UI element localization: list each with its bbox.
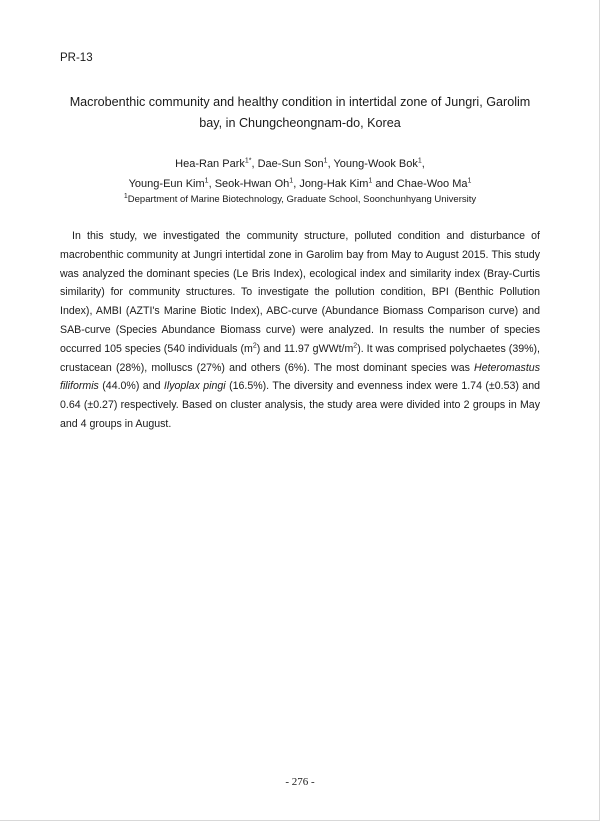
title-line-2: bay, in Chungcheongnam-do, Korea bbox=[199, 116, 401, 130]
abstract-text: ) and 11.97 gWWt/m bbox=[256, 342, 354, 355]
species-name: Ilyoplax pingi bbox=[163, 380, 226, 393]
author-mark: 1 bbox=[323, 157, 328, 165]
author-name: Seok-Hwan Oh bbox=[214, 178, 290, 190]
author-mark: 1 bbox=[289, 177, 294, 185]
author-name: Dae-Sun Son bbox=[257, 158, 324, 170]
page-number: - 276 - bbox=[285, 776, 315, 788]
author-separator: , bbox=[251, 158, 258, 170]
author-name: Young-Eun Kim bbox=[128, 178, 205, 190]
author-separator: , bbox=[208, 178, 215, 190]
author-separator: , bbox=[293, 178, 300, 190]
abstract-text: In this study, we investigated the community structure, polluted condition and disturbance of macrobenthic community at Jungri intertidal zone in Garolim bay from May to August 2015. This study was analyzed the dominant species (Le Bris Index), ecological index and similarity index (Bray-Curtis similarity) for community structures. To investigate the pollution condition, BPI (Benthic Pollution Index), AMBI (AZTI's Marine Biotic Index), ABC-curve (Abundance Biomass Comparison curve) and SAB-curve (Species Abundance Biomass curve) were analyzed. In results the number of species occurred 105 species (540 individuals (m bbox=[60, 230, 540, 355]
abstract-text: (44.0%) and bbox=[98, 380, 164, 393]
author-separator: , bbox=[421, 158, 425, 170]
author-separator: and bbox=[372, 178, 397, 190]
affiliation-mark: 1 bbox=[123, 192, 128, 200]
unit-exponent: 2 bbox=[252, 342, 257, 350]
paper-title bbox=[60, 92, 540, 134]
author-name: Chae-Woo Ma bbox=[396, 178, 468, 190]
author-name: Jong-Hak Kim bbox=[299, 178, 369, 190]
species-name: Heteromastus filiformis bbox=[60, 361, 540, 393]
author-mark: 1 bbox=[368, 177, 373, 185]
affiliation bbox=[60, 194, 540, 206]
title-line-1: Macrobenthic community and healthy condition in intertidal zone of Jungri, Garolim bbox=[69, 95, 531, 109]
author-mark: 1 bbox=[467, 177, 472, 185]
affiliation-text: Department of Marine Biotechnology, Graduate School, Soonchunhyang University bbox=[127, 194, 477, 205]
author-name: Hea-Ran Park bbox=[175, 158, 245, 170]
abstract-text: (16.5%). The diversity and evenness index were 1.74 (±0.53) and 0.64 (±0.27) respectively. Based on cluster analysis, the study area were divided into 2 groups in May and 4 groups in August. bbox=[60, 380, 540, 430]
author-mark: 1 bbox=[204, 177, 209, 185]
author-list bbox=[60, 154, 540, 194]
abstract-body bbox=[60, 227, 540, 434]
author-mark: 1* bbox=[244, 157, 252, 165]
abstract-code: PR-13 bbox=[60, 52, 93, 64]
abstract-text: ). It was comprised polychaetes (39%), crustacean (28%), molluscs (27%) and others (6%). The most dominant species was bbox=[60, 342, 540, 374]
author-separator: , bbox=[327, 158, 334, 170]
author-name: Young-Wook Bok bbox=[333, 158, 418, 170]
author-mark: 1 bbox=[417, 157, 422, 165]
unit-exponent: 2 bbox=[353, 342, 358, 350]
